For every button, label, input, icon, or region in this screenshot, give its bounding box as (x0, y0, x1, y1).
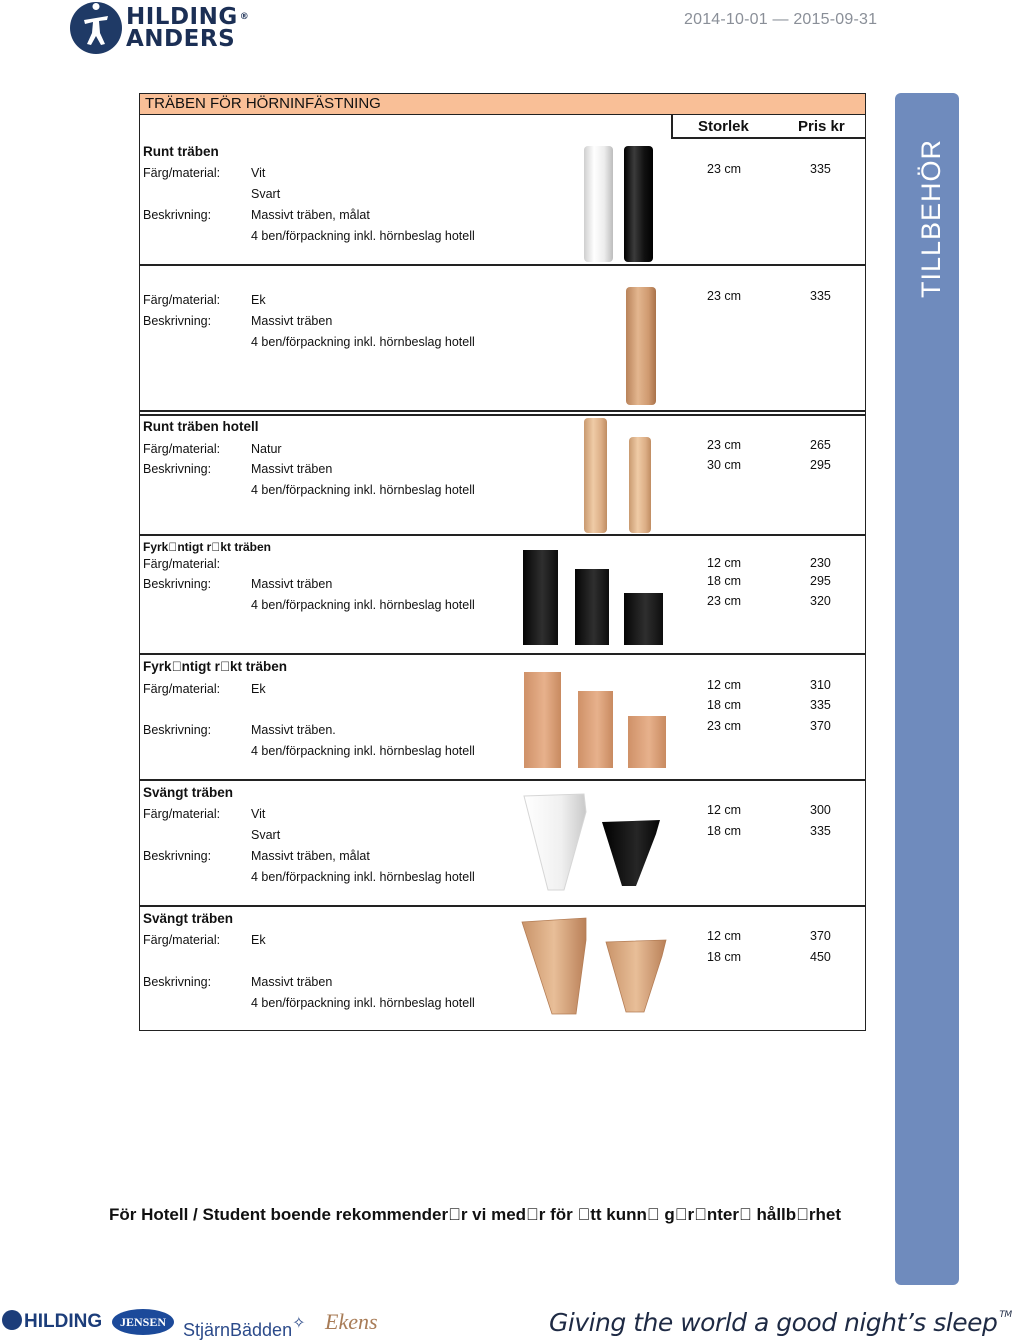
color-label: Färg/material: (143, 293, 221, 307)
leg-image-angled-white-black (520, 792, 670, 894)
product-name: Svängt träben (143, 911, 234, 926)
desc-value: 4 ben/förpackning inkl. hörnbeslag hotell (251, 483, 475, 497)
leg-image-round-black (624, 146, 653, 262)
size-value: 18 cm (707, 824, 742, 838)
leg-image-square-black-short (624, 593, 663, 645)
size-value: 18 cm (707, 574, 742, 588)
row-divider (139, 534, 866, 536)
star-icon: ✧ (292, 1315, 306, 1332)
desc-value: 4 ben/förpackning inkl. hörnbeslag hotell (251, 744, 475, 758)
size-value: 23 cm (707, 594, 742, 608)
desc-value: Massivt träben (251, 314, 333, 328)
brand-jensen: JENSEN (112, 1309, 174, 1335)
desc-label: Beskrivning: (143, 975, 212, 989)
color-label: Färg/material: (143, 682, 221, 696)
color-value: Svart (251, 187, 281, 201)
price-value: 320 (810, 594, 831, 608)
row-divider (139, 264, 866, 266)
color-label: Färg/material: (143, 557, 221, 571)
leg-image-round-natural-tall (584, 418, 607, 533)
price-value: 335 (810, 289, 831, 303)
product-name: Fyrk ntigt r kt träben (143, 540, 272, 554)
size-value: 12 cm (707, 803, 742, 817)
color-value: Natur (251, 442, 282, 456)
color-value: Ek (251, 933, 266, 947)
product-name: Runt träben (143, 144, 219, 159)
price-table (139, 93, 866, 1031)
desc-value: 4 ben/förpackning inkl. hörnbeslag hotell (251, 335, 475, 349)
desc-value: 4 ben/förpackning inkl. hörnbeslag hotell (251, 996, 475, 1010)
desc-value: Massivt träben (251, 975, 333, 989)
color-label: Färg/material: (143, 442, 221, 456)
desc-value: 4 ben/förpackning inkl. hörnbeslag hotell (251, 870, 475, 884)
size-value: 30 cm (707, 458, 742, 472)
company-slogan: Giving the world a good night’s sleep ™ (549, 1308, 1012, 1337)
leg-image-angled-oak (520, 916, 670, 1020)
price-value: 450 (810, 950, 831, 964)
table-title: TRÄBEN FÖR HÖRNINFÄSTNING (145, 95, 381, 112)
size-value: 23 cm (707, 162, 742, 176)
color-value: Vit (251, 807, 266, 821)
desc-label: Beskrivning: (143, 849, 212, 863)
header-divider (672, 137, 866, 139)
color-label: Färg/material: (143, 933, 221, 947)
price-value: 335 (810, 162, 831, 176)
leg-image-square-black-tall (523, 550, 558, 645)
size-value: 23 cm (707, 289, 742, 303)
color-label: Färg/material: (143, 166, 221, 180)
desc-label: Beskrivning: (143, 314, 212, 328)
leg-image-round-white (584, 146, 613, 262)
price-value: 310 (810, 678, 831, 692)
price-value: 300 (810, 803, 831, 817)
size-value: 23 cm (707, 719, 742, 733)
desc-value: Massivt träben (251, 462, 333, 476)
price-value: 335 (810, 698, 831, 712)
brand-stjarnbadden: StjärnBädden✧ (183, 1315, 306, 1340)
color-value: Vit (251, 166, 266, 180)
desc-value: Massivt träben (251, 577, 333, 591)
row-divider (139, 905, 866, 907)
product-name: Fyrk ntigt r kt träben (143, 659, 288, 674)
desc-label: Beskrivning: (143, 577, 212, 591)
leg-image-round-natural-short (629, 437, 651, 533)
price-value: 370 (810, 929, 831, 943)
desc-value: 4 ben/förpackning inkl. hörnbeslag hotell (251, 598, 475, 612)
color-value: Ek (251, 682, 266, 696)
size-value: 18 cm (707, 698, 742, 712)
validity-dates: 2014-10-01 — 2015-09-31 (684, 11, 878, 28)
company-logo: HILDING ® ANDERS (126, 4, 250, 52)
desc-label: Beskrivning: (143, 208, 212, 222)
price-value: 230 (810, 556, 831, 570)
leg-image-square-oak-short (628, 716, 666, 768)
desc-value: 4 ben/förpackning inkl. hörnbeslag hotell (251, 229, 475, 243)
side-tab-label: TILLBEHÖR (916, 138, 946, 298)
price-value: 295 (810, 574, 831, 588)
size-value: 12 cm (707, 929, 742, 943)
column-header-size: Storlek (698, 118, 749, 135)
hilding-figure-icon (2, 1310, 22, 1330)
product-name: Svängt träben (143, 785, 234, 800)
leg-image-square-black-mid (575, 569, 609, 645)
size-value: 12 cm (707, 556, 742, 570)
row-divider (139, 779, 866, 781)
brand-hilding: HILDING (2, 1310, 102, 1333)
product-name: Runt träben hotell (143, 419, 259, 434)
color-label: Färg/material: (143, 807, 221, 821)
desc-value: Massivt träben, målat (251, 849, 370, 863)
size-value: 23 cm (707, 438, 742, 452)
size-value: 12 cm (707, 678, 742, 692)
row-divider (139, 410, 866, 412)
leg-image-square-oak-mid (578, 691, 613, 768)
row-divider (139, 653, 866, 655)
desc-value: Massivt träben, målat (251, 208, 370, 222)
desc-label: Beskrivning: (143, 462, 212, 476)
price-value: 265 (810, 438, 831, 452)
table-title-bar (139, 93, 866, 115)
row-divider (139, 414, 866, 416)
header-left-divider (671, 115, 673, 139)
footer-recommendation: För Hotell / Student boende rekommender r vi med r för  tt kunn  g r nter  hållb rhet (109, 1205, 842, 1224)
column-header-price: Pris kr (798, 118, 845, 135)
logo-figure-icon (70, 2, 122, 54)
color-value: Ek (251, 293, 266, 307)
size-value: 18 cm (707, 950, 742, 964)
price-value: 335 (810, 824, 831, 838)
price-value: 370 (810, 719, 831, 733)
leg-image-square-oak-tall (524, 672, 561, 768)
color-value: Svart (251, 828, 281, 842)
desc-label: Beskrivning: (143, 723, 212, 737)
price-value: 295 (810, 458, 831, 472)
leg-image-round-oak (626, 287, 656, 405)
desc-value: Massivt träben. (251, 723, 336, 737)
brand-ekens: Ekens (325, 1309, 378, 1334)
